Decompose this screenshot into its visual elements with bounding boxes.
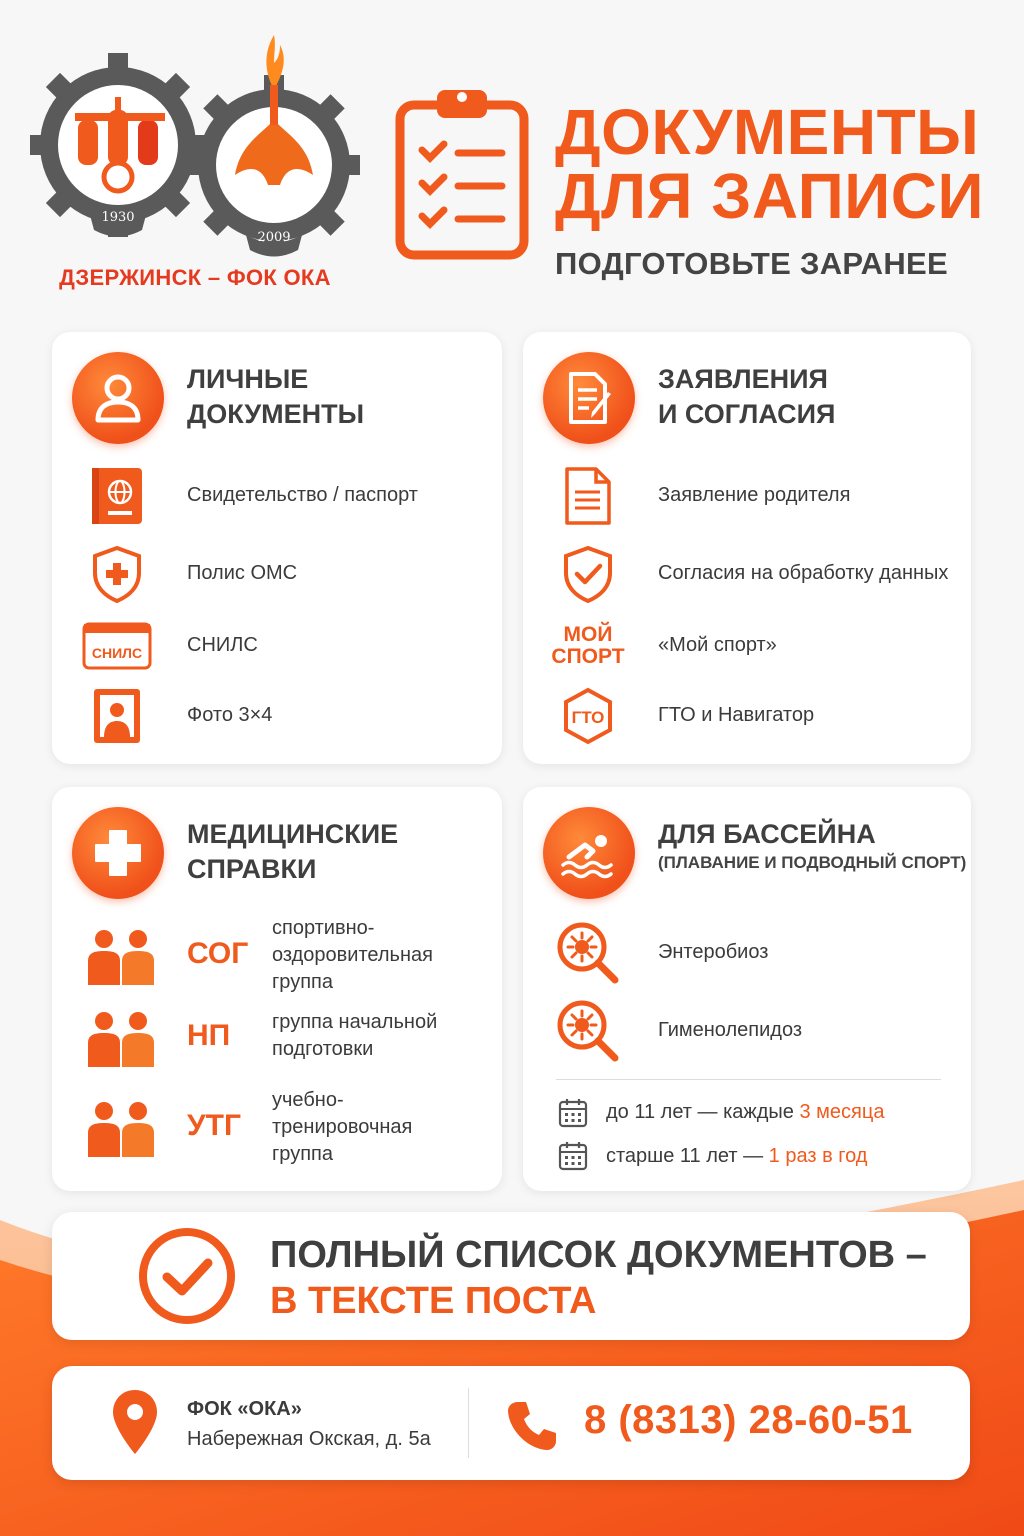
venue-name: ФОК «ОКА» <box>187 1398 302 1420</box>
list-item <box>523 544 971 604</box>
group-description: учебно- тренировочная группа <box>272 1089 413 1165</box>
card-title: МЕДИЦИНСКИЕ СПРАВКИ <box>187 819 399 884</box>
gears-logo-icon <box>30 25 360 265</box>
list-item-label: «Мой спорт» <box>658 634 777 656</box>
list-item <box>52 616 502 676</box>
person-icon <box>72 352 164 444</box>
phone-icon <box>504 1398 560 1454</box>
group-abbr: СОГ <box>187 937 249 970</box>
logo-year-left: 1930 <box>101 210 135 225</box>
group-description: спортивно- оздоровительная группа <box>272 917 433 993</box>
list-item-label: Полис ОМС <box>187 562 298 584</box>
group-item <box>52 917 502 1005</box>
list-item <box>523 997 971 1065</box>
list-item-label: Свидетельство / паспорт <box>187 484 418 506</box>
schedule-item: старше 11 лет — 1 раз в год <box>606 1145 868 1167</box>
document-icon <box>553 466 623 526</box>
people-icon <box>82 925 162 989</box>
passport-icon <box>82 466 152 526</box>
banner-line-2: В ТЕКСТЕ ПОСТА <box>270 1280 597 1322</box>
list-item <box>52 686 502 746</box>
calendar-icon <box>558 1141 588 1171</box>
medical-certificates-card <box>52 787 502 1191</box>
phone-number[interactable]: 8 (8313) 28-60-51 <box>584 1398 913 1442</box>
list-item-label: СНИЛС <box>187 634 258 656</box>
photo-icon <box>82 686 152 746</box>
microbe-magnifier-icon <box>553 919 623 987</box>
group-abbr: НП <box>187 1019 231 1052</box>
calendar-icon <box>558 1098 588 1128</box>
list-item <box>523 466 971 526</box>
svg-text:ГТО: ГТО <box>571 708 605 727</box>
card-title: ЗАЯВЛЕНИЯ И СОГЛАСИЯ <box>658 364 836 429</box>
group-item <box>52 1007 502 1077</box>
list-item-label: Согласия на обработку данных <box>658 562 949 584</box>
location-pin-icon <box>110 1388 160 1456</box>
page-title <box>555 96 1005 282</box>
shield-plus-icon <box>82 544 152 604</box>
schedule-item: до 11 лет — каждые 3 месяца <box>606 1101 885 1123</box>
list-item <box>52 466 502 526</box>
list-item-label: ГТО и Навигатор <box>658 704 815 726</box>
list-item <box>523 686 971 746</box>
title-line-1: ДОКУМЕНТЫ <box>555 96 980 168</box>
snils-card-icon <box>82 616 152 676</box>
people-icon <box>82 1097 162 1161</box>
list-item <box>523 616 971 676</box>
pool-card <box>523 787 971 1191</box>
check-circle-icon <box>137 1226 237 1326</box>
subtitle: ПОДГОТОВЬТЕ ЗАРАНЕЕ <box>555 246 948 281</box>
people-icon <box>82 1007 162 1071</box>
divider <box>556 1079 941 1080</box>
gto-badge-icon <box>553 686 623 746</box>
swimmer-icon <box>543 807 635 899</box>
card-title: ЛИЧНЫЕ ДОКУМЕНТЫ <box>187 364 365 429</box>
banner-line-1: ПОЛНЫЙ СПИСОК ДОКУМЕНТОВ – <box>270 1234 927 1276</box>
logo-year-right: 2009 <box>257 230 291 245</box>
personal-documents-card <box>52 332 502 764</box>
footer-divider <box>468 1388 469 1458</box>
title-line-2: ДЛЯ ЗАПИСИ <box>555 160 984 232</box>
group-description: группа начальной подготовки <box>272 1011 438 1060</box>
medical-cross-icon <box>72 807 164 899</box>
full-list-banner <box>52 1212 970 1340</box>
shield-check-icon <box>553 544 623 604</box>
list-item-label: Заявление родителя <box>658 484 851 506</box>
list-item-label: Гименолепидоз <box>658 1019 803 1041</box>
group-abbr: УТГ <box>187 1109 241 1142</box>
clipboard-checklist-icon <box>392 85 532 260</box>
list-item <box>52 544 502 604</box>
card-title: ДЛЯ БАССЕЙНА (ПЛАВАНИЕ И ПОДВОДНЫЙ СПОРТ) <box>658 819 967 872</box>
group-item <box>52 1089 502 1177</box>
list-item <box>523 919 971 987</box>
logo-caption: ДЗЕРЖИНСК – ФОК ОКА <box>59 265 331 290</box>
applications-consents-card <box>523 332 971 764</box>
logo <box>30 25 360 295</box>
microbe-magnifier-icon <box>553 997 623 1065</box>
venue-address: Набережная Окская, д. 5а <box>187 1428 431 1450</box>
moy-sport-logo: МОЙ СПОРТ <box>551 623 625 668</box>
list-item-label: Фото 3×4 <box>187 704 273 726</box>
contact-footer <box>52 1366 970 1480</box>
document-pen-icon <box>543 352 635 444</box>
list-item-label: Энтеробиоз <box>658 941 769 963</box>
svg-text:СНИЛС: СНИЛС <box>91 645 143 661</box>
